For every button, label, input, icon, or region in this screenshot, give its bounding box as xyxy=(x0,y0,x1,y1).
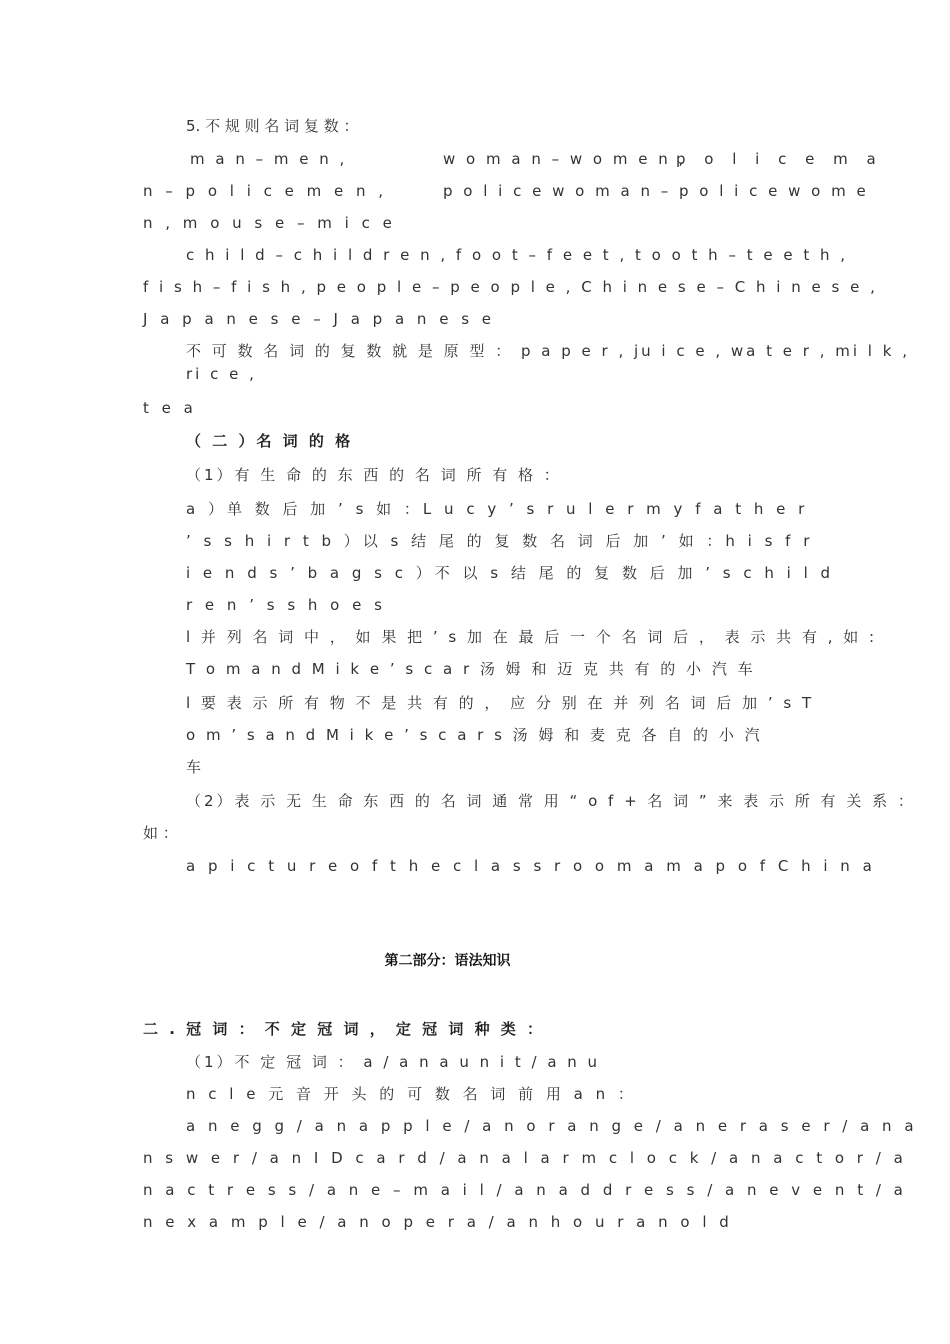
subheading: 二 . 冠 词 ： 不 定 冠 词 ， 定 冠 词 种 类 ： xyxy=(143,1020,546,1038)
text-line: n , m o u s e – m i c e xyxy=(143,214,396,232)
text-line: a p i c t u r e o f t h e c l a s s r o o m a m a p o f C h i n a xyxy=(186,857,876,875)
text-line: n e x a m p l e / a n o p e r a / a n h o u r a n o l d xyxy=(143,1213,733,1231)
text-line: t e a xyxy=(143,399,197,417)
text-line: w o m a n – w o m e n , xyxy=(443,150,687,168)
text-line: o m ’ s a n d M i k e ’ s c a r s 汤 姆 和 麦 克 各 自 的 小 汽 xyxy=(186,726,763,744)
text-line: （1）有 生 命 的 东 西 的 名 词 所 有 格 ： xyxy=(186,466,562,484)
text-line: l 要 表 示 所 有 物 不 是 共 有 的 ， 应 分 别 在 并 列 名 词 后 加 ’ s T xyxy=(186,694,815,712)
text-line: （1）不 定 冠 词 ： a / a n a u n i t / a n u xyxy=(186,1053,601,1071)
text-line: n c l e 元 音 开 头 的 可 数 名 词 前 用 a n ： xyxy=(186,1085,637,1103)
text-line: 车 xyxy=(186,758,202,776)
text-line: l 并 列 名 词 中 ， 如 果 把 ’ s 加 在 最 后 一 个 名 词 后 ， 表 示 共 有 , 如 : xyxy=(186,628,878,646)
text-line: n s w e r / a n I D c a r d / a n a l a r m c l o c k / a n a c t o r / a xyxy=(143,1149,907,1167)
text-line: ’ s s h i r t b ）以 s 结 尾 的 复 数 名 词 后 加 ’ 如 ：h i s f r xyxy=(186,532,814,550)
text-line: r e n ’ s s h o e s xyxy=(186,596,386,614)
text-line: ri c e , xyxy=(186,365,257,383)
text-line: a ）单 数 后 加 ’ s 如 ：L u c y ’ s r u l e r m y f a t h e r xyxy=(186,500,809,518)
text-line: p o l i c e w o m a n – p o l i c e w o m e xyxy=(443,182,869,200)
text-line: 5. 不 规 则 名 词 复 数 ： xyxy=(186,117,359,135)
text-line: i e n d s ’ b a g s c ）不 以 s 结 尾 的 复 数 后 加 ’ s c h i l d xyxy=(186,564,835,582)
text-line: f i s h – f i s h , p e o p l e – p e o p l e , C h i n e s e – C h i n e s e , xyxy=(143,278,878,296)
text-line: 不 可 数 名 词 的 复 数 就 是 原 型 ： p a p e r , ju i c e , wa t e r , mi l k , xyxy=(186,342,910,360)
text-line: m a n – m e n , xyxy=(190,150,348,168)
text-line: c h i l d – c h i l d r e n , f o o t – f e e t , t o o t h – t e e t h , xyxy=(186,246,849,264)
text-line: J a p a n e s e – J a p a n e s e xyxy=(143,310,496,328)
text-line: T o m a n d M i k e ’ s c a r 汤 姆 和 迈 克 共 有 的 小 汽 车 xyxy=(186,660,756,678)
section-title: 第二部分：语法知识 xyxy=(384,953,511,969)
text-line: n a c t r e s s / a n e – m a i l / a n a d d r e s s / a n e v e n t / a xyxy=(143,1181,907,1199)
text-line: （2）表 示 无 生 命 东 西 的 名 词 通 常 用 “ o f + 名 词 ” 来 表 示 所 有 关 系 ： xyxy=(186,792,916,810)
text-line: a n e g g / a n a p p l e / a n o r a n g e / a n e r a s e r / a n a xyxy=(186,1117,918,1135)
text-line: p o l i c e m a xyxy=(676,150,883,168)
text-line: n – p o l i c e m e n , xyxy=(143,182,388,200)
subheading: （ 二 ）名 词 的 格 xyxy=(186,432,354,450)
text-line: 如 ： xyxy=(143,824,178,842)
